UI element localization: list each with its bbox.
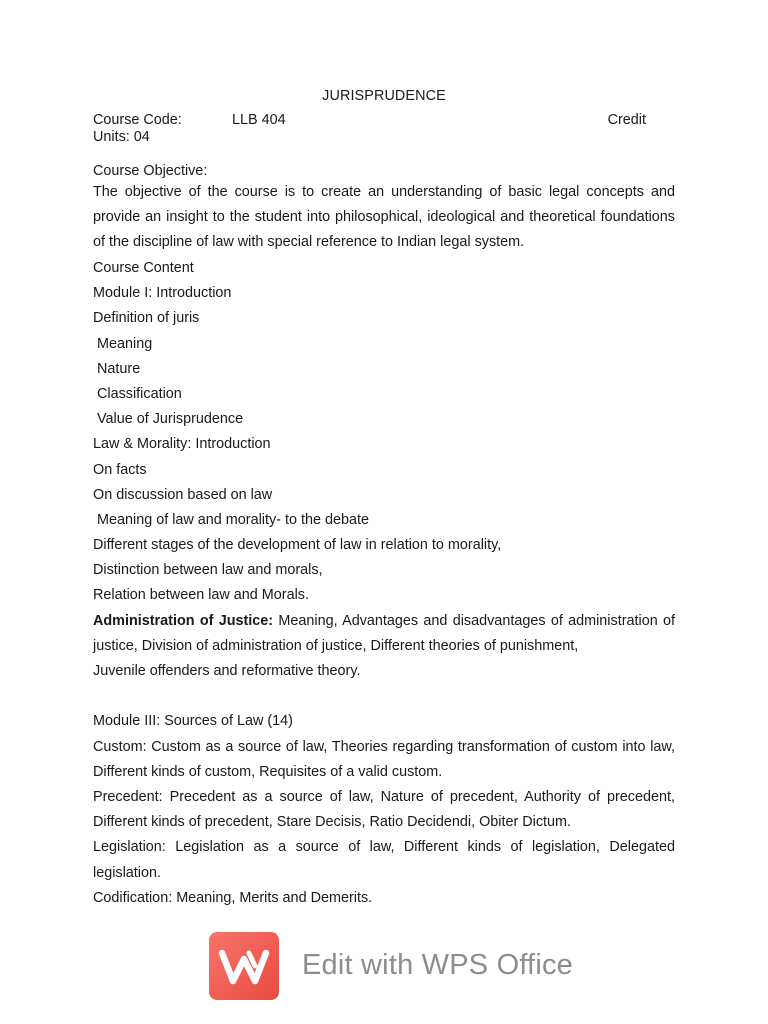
wps-logo-icon[interactable]	[209, 932, 279, 1000]
list-item: Meaning of law and morality- to the debate	[97, 511, 369, 528]
document-page	[93, 87, 675, 911]
list-item: Different stages of the development of law in relation to morality,	[93, 537, 502, 554]
module1-title: Introduction	[152, 285, 232, 302]
admin-last-line: Juvenile offenders and reformative theory.	[93, 663, 361, 680]
admin-text: Meaning, Advantages and disadvantages of administration of justice, Division of administration of justice, Different theories of punishment,	[93, 612, 675, 654]
wps-edit-link[interactable]: Edit with WPS Office	[302, 949, 573, 981]
codification-line: Codification: Meaning, Merits and Demerits.	[93, 889, 373, 906]
precedent-paragraph: Precedent: Precedent as a source of law, Nature of precedent, Authority of precedent, Different kinds of precedent, Stare Decisis, Ratio Decidendi, Obiter Dictum.	[93, 789, 675, 831]
list-item: Meaning	[97, 335, 153, 352]
list-item: Classification	[97, 385, 182, 402]
module1-heading	[93, 281, 675, 306]
custom-paragraph: Custom: Custom as a source of law, Theories regarding transformation of custom into law, Different kinds of custom, Requisites of a valid custom.	[93, 738, 675, 780]
list-item: Nature	[97, 360, 141, 377]
course-code-value: LLB 404	[232, 112, 286, 128]
content-heading: Course Content	[93, 260, 194, 276]
list-item: Definition of juris	[93, 310, 200, 327]
blank-line	[93, 684, 675, 709]
admin-heading: Administration of Justice:	[93, 612, 274, 629]
document-title: JURISPRUDENCE	[322, 88, 446, 104]
list-item: Law & Morality: Introduction	[93, 436, 271, 453]
list-item: On discussion based on law	[93, 486, 273, 503]
course-code-row	[93, 112, 675, 129]
objective-heading: Course Objective:	[93, 163, 208, 179]
credit-label: Credit	[607, 112, 646, 128]
list-item: Distinction between law and morals,	[93, 562, 323, 579]
legislation-paragraph: Legislation: Legislation as a source of law, Different kinds of legislation, Delegated legislation.	[93, 839, 675, 881]
credit-units: Units: 04	[93, 129, 150, 145]
wps-w-glyph	[209, 932, 279, 1000]
course-code-label: Course Code:	[93, 112, 182, 128]
list-item: Relation between law and Morals.	[93, 587, 309, 604]
module3-heading: Module III: Sources of Law (14)	[93, 713, 293, 730]
objective-text: The objective of the course is to create an understanding of basic legal concepts and provide an insight to the student into philosophical, ideological and theoretical foundations of the discipline of law with special reference to Indian legal system.	[93, 184, 675, 250]
admin-paragraph	[93, 609, 675, 659]
list-item: On facts	[93, 461, 147, 478]
list-item: Value of Jurisprudence	[97, 411, 244, 428]
module1-label: Module I:	[93, 285, 153, 302]
